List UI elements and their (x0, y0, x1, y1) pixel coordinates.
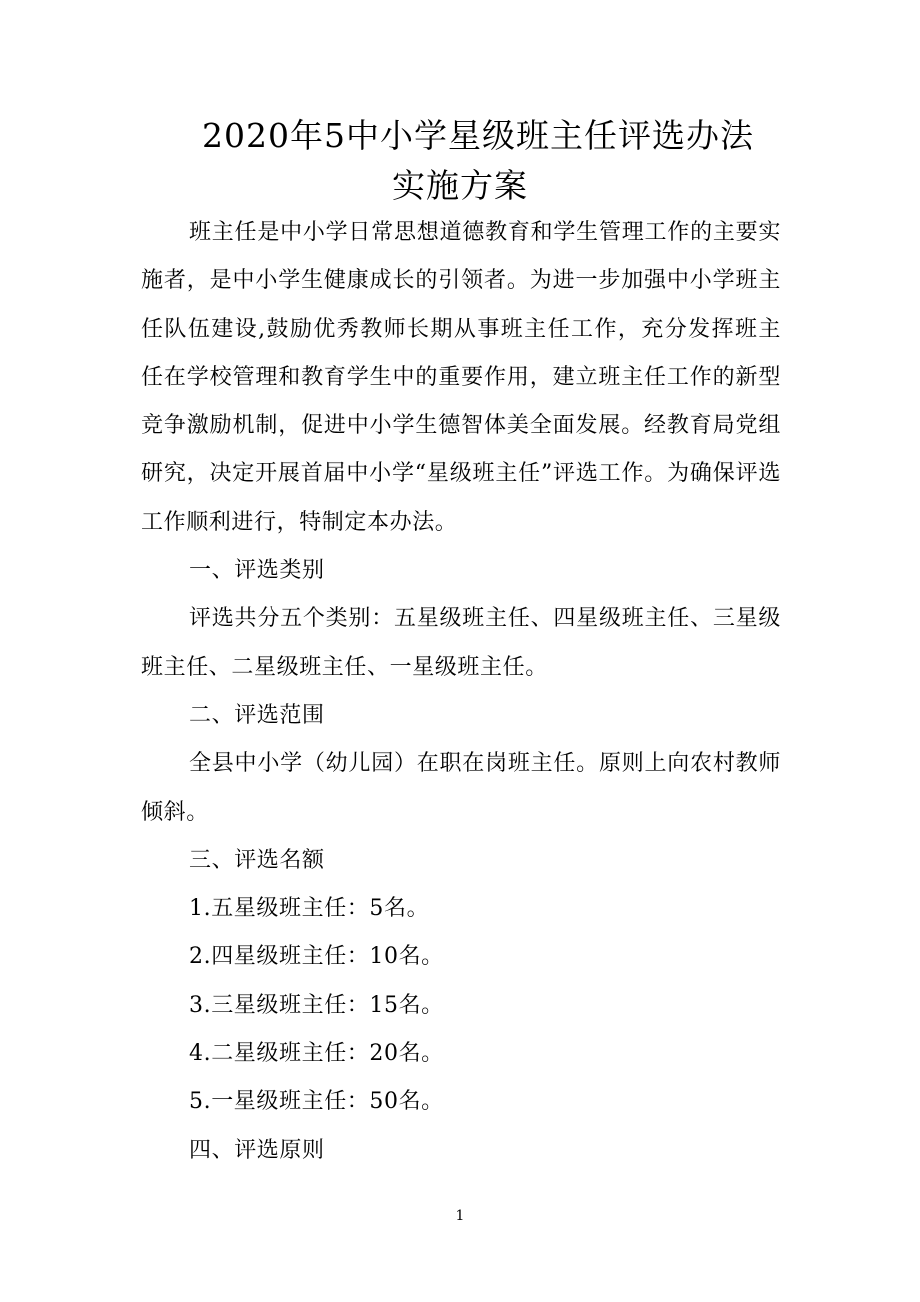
categories-paragraph: 评选共分五个类别：五星级班主任、四星级班主任、三星级班主任、二星级班主任、一星级班主任。 (141, 606, 781, 680)
quota-item-four-star: 2.四星级班主任：10名。 (189, 944, 444, 970)
section-heading-categories: 一、评选类别 (189, 558, 325, 584)
section-heading-principles: 四、评选原则 (189, 1137, 325, 1163)
section-heading-quota: 三、评选名额 (189, 847, 325, 873)
quota-item-two-star: 4.二星级班主任：20名。 (189, 1041, 444, 1067)
quota-item-three-star: 3.三星级班主任：15名。 (189, 992, 444, 1018)
document-title-line-1: 2020年5中小学星级班主任评选办法 (202, 116, 754, 155)
quota-item-one-star: 5.一星级班主任：50名。 (189, 1089, 444, 1115)
intro-paragraph: 班主任是中小学日常思想道德教育和学生管理工作的主要实施者，是中小学生健康成长的引领者。为进一步加强中小学班主任队伍建设,鼓励优秀教师长期从事班主任工作，充分发挥班主任在学校管理和教育学生中的重要作用，建立班主任工作的新型竞争激励机制，促进中小学生德智体美全面发展。经教育局党组研究，决定开展首届中小学“星级班主任”评选工作。为确保评选工作顺利进行，特制定本办法。 (141, 220, 781, 535)
page-number: 1 (455, 1208, 465, 1224)
section-heading-scope: 二、评选范围 (189, 702, 325, 728)
scope-paragraph: 全县中小学（幼儿园）在职在岗班主任。原则上向农村教师倾斜。 (141, 751, 781, 825)
document-body (141, 209, 781, 1175)
document-title-line-2: 实施方案 (392, 166, 528, 205)
quota-item-five-star: 1.五星级班主任：5名。 (189, 896, 430, 922)
